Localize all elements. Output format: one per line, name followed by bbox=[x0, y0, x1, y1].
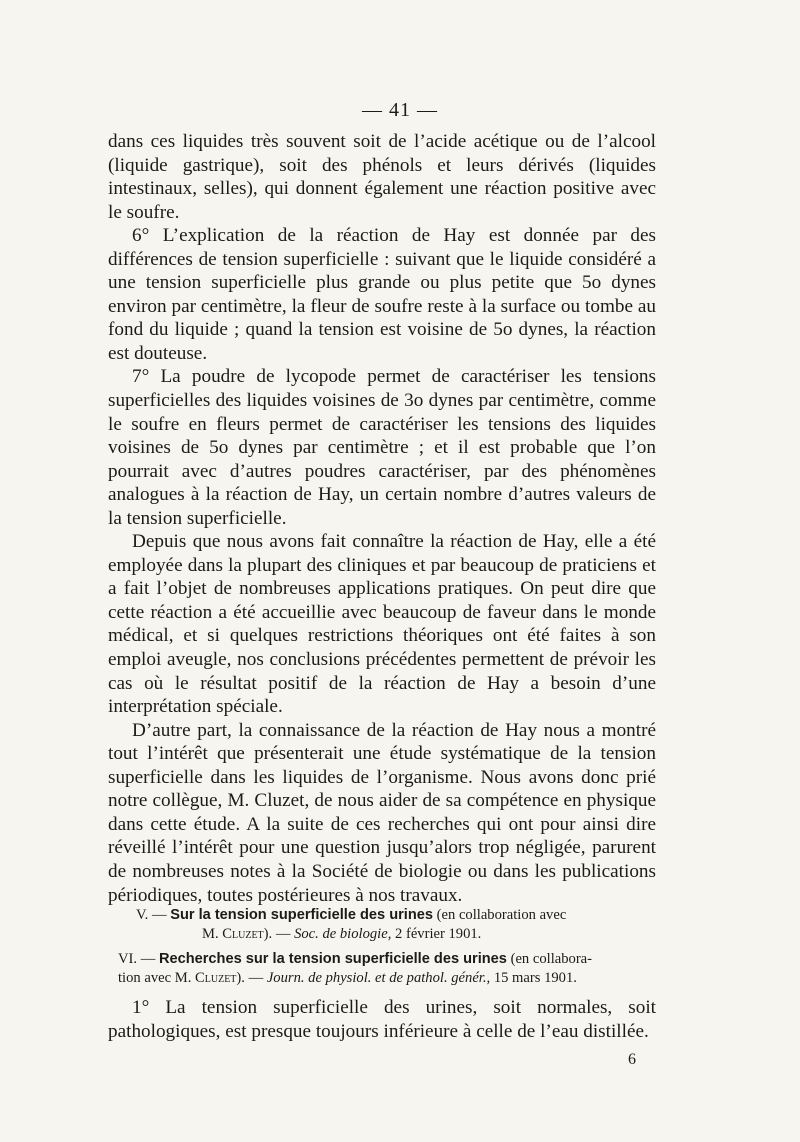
entry-journal: Journ. de physiol. et de pathol. génér., bbox=[266, 970, 491, 986]
entry-date: 2 février 1901. bbox=[395, 926, 482, 942]
body-text bbox=[108, 130, 656, 907]
entry-numeral: V. — bbox=[136, 907, 167, 923]
bibliography-entry-v: V. — Sur la tension superficielle des urines (en collaboration avec M. Cluzet). — Soc. de biologie, 2 février 1901. bbox=[136, 907, 567, 942]
signature-mark: 6 bbox=[628, 1051, 636, 1068]
entry-title: Recherches sur la tension superficielle des urines bbox=[158, 951, 507, 967]
paragraph-point-6: 6° L’explication de la réaction de Hay est donnée par des différences de tension superficielle : suivant que le liquide considéré a une tension superficielle plus grande ou plus petite que 5o dynes environ par centimètre, la fleur de soufre reste à la surface ou tombe au fond du liquide ; quand la tension est voisine de 5o dynes, la réaction est douteuse. bbox=[108, 225, 656, 364]
entry-note: (en collaboration avec bbox=[436, 907, 567, 923]
entry-title: Sur la tension superficielle des urines bbox=[170, 907, 433, 923]
paragraph-point-7: 7° La poudre de lycopode permet de caractériser les tensions superficielles des liquides voisines de 3o dynes par centimètre, comme le soufre en fleurs permet de caractériser les tensions des liquides voisines de 5o dynes par centimètre ; et il est probable que l’on pourrait avec d’autres poudres caractériser, par des phénomènes analogues à la réaction de Hay, un certain nombre d’autres valeurs de la tension superficielle. bbox=[108, 366, 656, 529]
entry-author: M. Cluzet bbox=[174, 970, 237, 986]
entry-numeral: VI. — bbox=[118, 951, 156, 967]
bibliography-entry-vi: VI. — Recherches sur la tension superficielle des urines (en collabora- tion avec M. Cluzet). — Journ. de physiol. et de pathol. génér., 15 mars 1901. bbox=[118, 951, 593, 986]
entry-author: M. Cluzet bbox=[202, 926, 264, 942]
entry-note: (en collabora- bbox=[510, 951, 593, 967]
paragraph-hay-reception: Depuis que nous avons fait connaître la réaction de Hay, elle a été employée dans la plupart des cliniques et par beaucoup de praticiens et a fait l’objet de nombreuses applications pratiques. On peut dire que cette réaction a été accueillie avec beaucoup de faveur dans le monde médical, et si quelques restrictions théoriques ont été faites à son emploi aveugle, nos conclusions précédentes permettent de prévoir les cas où le résultat positif de la réaction de Hay a besoin d’une interprétation spéciale. bbox=[108, 531, 656, 718]
entry-journal: Soc. de biologie, bbox=[294, 926, 392, 942]
page-number: — 41 — bbox=[362, 99, 438, 121]
conclusion-point-1: 1° La tension superficielle des urines, soit normales, soit pathologiques, est presque toujours inférieure à celle de l’eau distillée. bbox=[108, 997, 656, 1042]
entry-note-cont: tion avec bbox=[118, 970, 172, 986]
paragraph-continuation: dans ces liquides très souvent soit de l’acide acétique ou de l’alcool (liquide gastrique), soit des phénols et leurs dérivés (liquides intestinaux, selles), qui donnent également une réaction positive avec le soufre. bbox=[108, 131, 656, 223]
entry-date: 15 mars 1901. bbox=[493, 970, 577, 986]
paragraph-tension-study: D’autre part, la connaissance de la réaction de Hay nous a montré tout l’intérêt que présenterait une étude systématique de la tension superficielle dans les liquides de l’organisme. Nous avons donc prié notre collègue, M. Cluzet, de nous aider de sa compétence en physique dans cette étude. A la suite de ces recherches qui ont pour ainsi dire réveillé l’intérêt pour une question jusqu’alors trop négligée, parurent de nombreuses notes à la Société de biologie ou dans les publications périodiques, toutes postérieures à nos travaux. bbox=[108, 719, 656, 906]
